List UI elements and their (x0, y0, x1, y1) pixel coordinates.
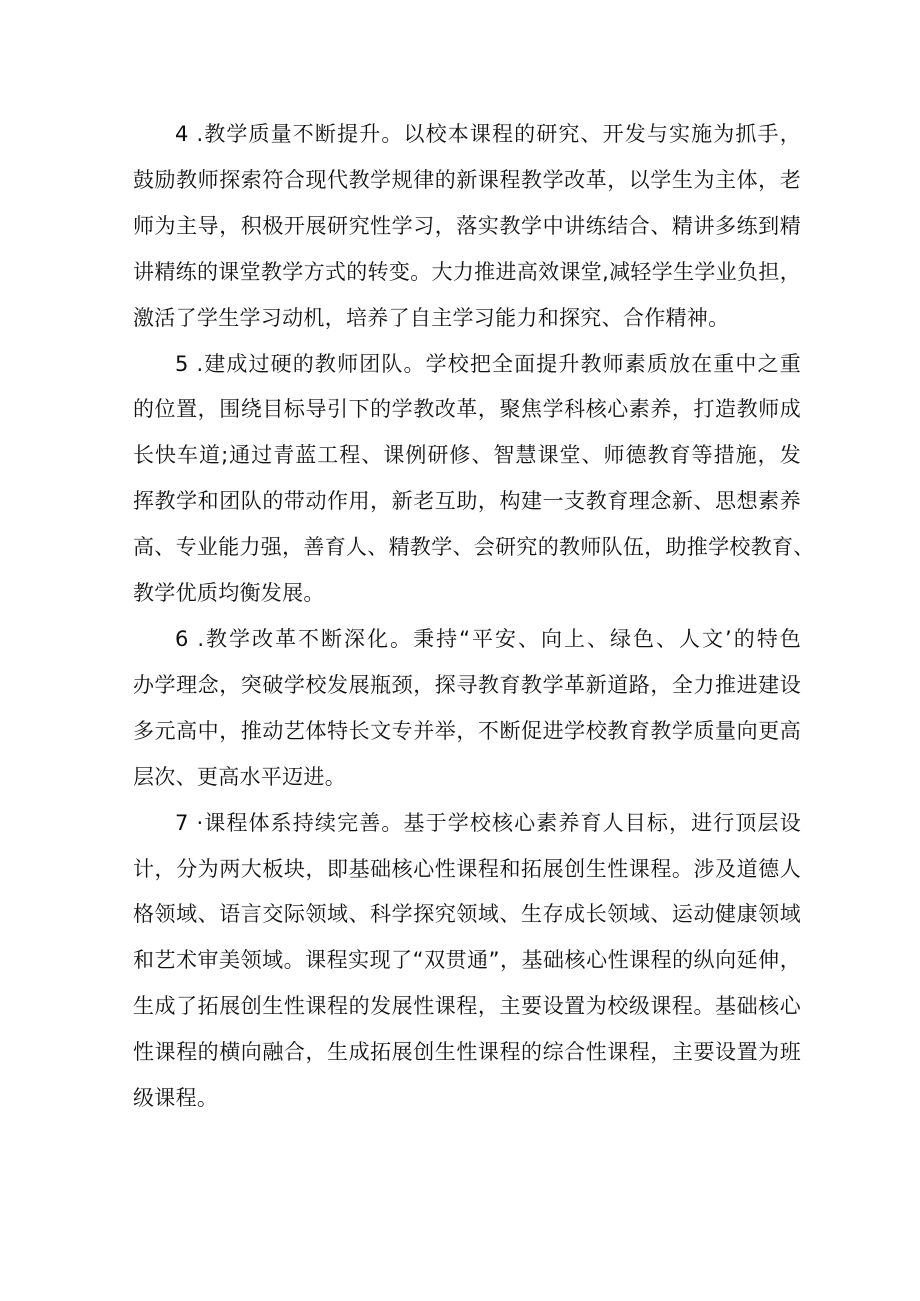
paragraph-line: 格领域、语言交际领域、科学探究领域、生存成长领域、运动健康领域 (133, 902, 801, 927)
paragraph-line: 4 .教学质量不断提升。以校本课程的研究、开发与实施为抓手， (175, 122, 801, 146)
paragraph-line: 鼓励教师探索符合现代教学规律的新课程教学改革，以学生为主体，老 (133, 167, 801, 192)
paragraph-line: 级课程。 (133, 1086, 219, 1111)
paragraph-line: 激活了学生学习动机，培养了自主学习能力和探究、合作精神。 (133, 305, 730, 330)
paragraph-line: 计，分为两大板块，即基础核心性课程和拓展创生性课程。涉及道德人 (133, 856, 801, 881)
paragraph-line: 讲精练的课堂教学方式的转变。大力推进高效课堂,减轻学生学业负担， (133, 259, 801, 284)
paragraph-teaching-quality (133, 112, 801, 342)
paragraph-line: 和艺术审美领域。课程实现了“双贯通”，基础核心性课程的纵向延伸， (133, 948, 801, 973)
paragraph-line: 的位置，围绕目标导引下的学教改革，聚焦学科核心素养，打造教师成 (133, 397, 801, 422)
paragraph-line: 5 .建成过硬的教师团队。学校把全面提升教师素质放在重中之重 (175, 351, 801, 376)
paragraph-line: 性课程的横向融合，生成拓展创生性课程的综合性课程，主要设置为班 (133, 1040, 801, 1065)
paragraph-line: 层次、更高水平迈进。 (133, 764, 346, 789)
paragraph-line: 挥教学和团队的带动作用，新老互助，构建一支教育理念新、思想素养 (133, 489, 801, 514)
paragraph-line: 生成了拓展创生性课程的发展性课程，主要设置为校级课程。基础核心 (133, 994, 801, 1019)
paragraph-teacher-team (133, 342, 815, 617)
paragraph-line: 长快车道;通过青蓝工程、课例研修、智慧课堂、师德教育等措施，发 (133, 443, 801, 468)
paragraph-line: 6 .教学改革不断深化。秉持“平安、向上、绿色、人文’的特色 (175, 626, 801, 651)
paragraph-line: 教学优质均衡发展。 (133, 581, 325, 606)
paragraph-line: 7 ·课程体系持续完善。基于学校核心素养育人目标，进行顶层设 (175, 810, 801, 835)
paragraph-teaching-reform (133, 617, 801, 801)
paragraph-line: 多元高中，推动艺体特长文专并举，不断促进学校教育教学质量向更高 (133, 718, 801, 743)
paragraph-line: 师为主导，积极开展研究性学习，落实教学中讲练结合、精讲多练到精 (133, 213, 801, 238)
paragraph-line: 高、专业能力强，善育人、精教学、会研究的教师队伍，助推学校教育、 (133, 535, 815, 560)
paragraph-curriculum-system (133, 801, 801, 1122)
paragraph-line: 办学理念，突破学校发展瓶颈，探寻教育教学革新道路，全力推进建设 (133, 672, 801, 697)
document-body (133, 112, 815, 1122)
